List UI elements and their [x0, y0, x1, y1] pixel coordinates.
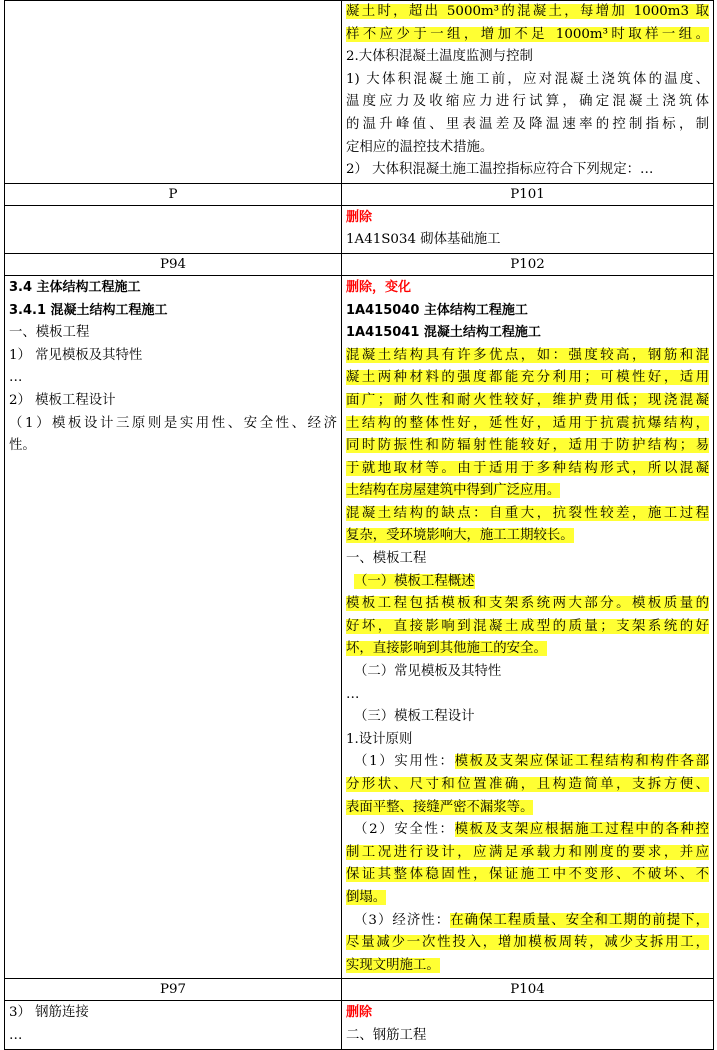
text-line: …: [9, 370, 23, 386]
principle-label: （2）安全性：: [354, 822, 455, 838]
table-row: [5, 205, 714, 253]
principle-label: （1）实用性：: [354, 754, 455, 770]
page-header-row: [5, 253, 714, 275]
table-row: [5, 275, 714, 978]
text-line: 1) 大体积混凝土施工前，应对混凝土浇筑体的温度、: [346, 71, 709, 87]
change-tag: 删除: [346, 1005, 373, 1021]
highlighted-text: 凝土时，超出 5000m³的混凝土，每增加 1000m3 取: [346, 4, 709, 19]
highlighted-text: 倒塌。: [346, 889, 387, 905]
old-cell: [5, 1, 342, 184]
highlighted-text: 分形状、尺寸和位置准确，且构造简单，支拆方便、: [346, 777, 709, 792]
old-page-number: P: [5, 183, 342, 205]
highlighted-text: （一）模板工程概述: [354, 573, 475, 589]
old-cell: [5, 205, 342, 253]
text-line: 二、钢筋工程: [346, 1027, 427, 1043]
highlighted-text: 尽量减少一次性投入，增加模板周转，减少支拆用工，: [346, 935, 709, 951]
highlighted-text: 模板工程包括模板和支架系统两大部分。模板质量的: [346, 596, 709, 612]
text-line: …: [9, 1027, 23, 1043]
new-cell: [342, 205, 714, 253]
page-header-row: [5, 979, 714, 1001]
highlighted-text: 模板及支架应根据施工过程中的各种控: [454, 822, 709, 838]
old-cell: [5, 275, 342, 978]
highlighted-text: 土结构在房屋建筑中得到广泛应用。: [346, 483, 561, 499]
text-line: 一、模板工程: [9, 325, 90, 341]
table-row: [5, 1001, 714, 1049]
highlighted-text: 凝土两种材料的强度都能充分利用；可模性好，适用: [346, 370, 709, 386]
highlighted-text: 表面平整、接缝严密不漏浆等。: [346, 799, 534, 815]
new-page-number: P102: [342, 253, 714, 275]
text-line: 定相应的温控技术措施。: [346, 139, 494, 155]
new-page-number: P104: [342, 979, 714, 1001]
text-line: 性。: [9, 438, 36, 454]
text-line: （1）模板设计三原则是实用性、安全性、经济: [9, 415, 337, 431]
highlighted-text: 混凝土结构的缺点：自重大，抗裂性较差，施工过程: [346, 505, 709, 521]
highlighted-text: 实现文明施工。: [346, 957, 440, 973]
subsection-heading: （二）常见模板及其特性: [354, 664, 502, 680]
highlighted-text: 混凝土结构具有许多优点，如：强度较高，钢筋和混: [346, 347, 709, 363]
highlighted-text: 好坏，直接影响到混凝土成型的质量；支架系统的好: [346, 618, 709, 634]
highlighted-text: 土结构的整体性好，延性好，适用于抗震抗爆结构，: [346, 415, 709, 431]
table-row: [5, 1, 714, 184]
comparison-table: [4, 0, 714, 1050]
old-cell: [5, 1001, 342, 1049]
new-cell: [342, 1001, 714, 1049]
highlighted-text: 坏，直接影响到其他施工的安全。: [346, 641, 547, 657]
new-cell: [342, 275, 714, 978]
old-page-number: P94: [5, 253, 342, 275]
text-line: 2） 模板工程设计: [9, 392, 116, 408]
change-tag: 删除，变化: [346, 279, 412, 295]
section-heading: 2.大体积混凝土温度监测与控制: [346, 49, 533, 65]
highlighted-text: 制工况进行设计，应满足承载力和刚度的要求，并应: [346, 844, 709, 860]
subsection-heading: （三）模板工程设计: [354, 709, 475, 725]
highlighted-text: 面广；耐久性和耐火性较好，维护费用低；现浇混凝: [346, 392, 709, 408]
text-line: 3） 钢筋连接: [9, 1005, 89, 1021]
highlighted-text: 模板及支架应保证工程结构和构件各部: [454, 754, 709, 770]
text-line: 1） 常见模板及其特性: [9, 347, 143, 363]
highlighted-text: 在确保工程质量、安全和工期的前提下，: [450, 912, 709, 928]
highlighted-text: 于就地取材等。由于适用于多种结构形式，所以混凝: [346, 460, 709, 476]
highlighted-text: 复杂，受环境影响大，施工工期较长。: [346, 528, 574, 544]
new-cell: [342, 1, 714, 184]
text-line: 温度应力及收缩应力进行试算，确定混凝土浇筑体: [346, 94, 709, 110]
text-line: …: [346, 686, 360, 702]
text-line: 2） 大体积混凝土施工温控指标应符合下列规定：…: [346, 162, 654, 178]
subsection-heading: 1.设计原则: [346, 731, 413, 747]
highlighted-text: 保证其整体稳固性，保证施工中不变形、不破坏、不: [346, 867, 709, 883]
section-heading: 一、模板工程: [346, 551, 427, 567]
new-heading: 1A415040 主体结构工程施工: [346, 302, 528, 318]
text-line: 1A41S034 砌体基础施工: [346, 232, 501, 248]
principle-label: （3）经济性：: [354, 912, 451, 928]
highlighted-text: 同时防振性和防辐射性能较好，适用于防护结构；易: [346, 438, 709, 454]
change-tag: 删除: [346, 209, 373, 225]
page-header-row: [5, 183, 714, 205]
new-heading: 1A415041 混凝土结构工程施工: [346, 325, 541, 341]
text-line: 的温升峰值、里表温差及降温速率的控制指标，制: [346, 116, 709, 132]
old-heading: 3.4 主体结构工程施工: [9, 279, 141, 295]
old-page-number: P97: [5, 979, 342, 1001]
old-heading: 3.4.1 混凝土结构工程施工: [9, 302, 168, 318]
new-page-number: P101: [342, 183, 714, 205]
highlighted-text: 样不应少于一组，增加不足 1000m³时取样一组。: [346, 26, 709, 42]
